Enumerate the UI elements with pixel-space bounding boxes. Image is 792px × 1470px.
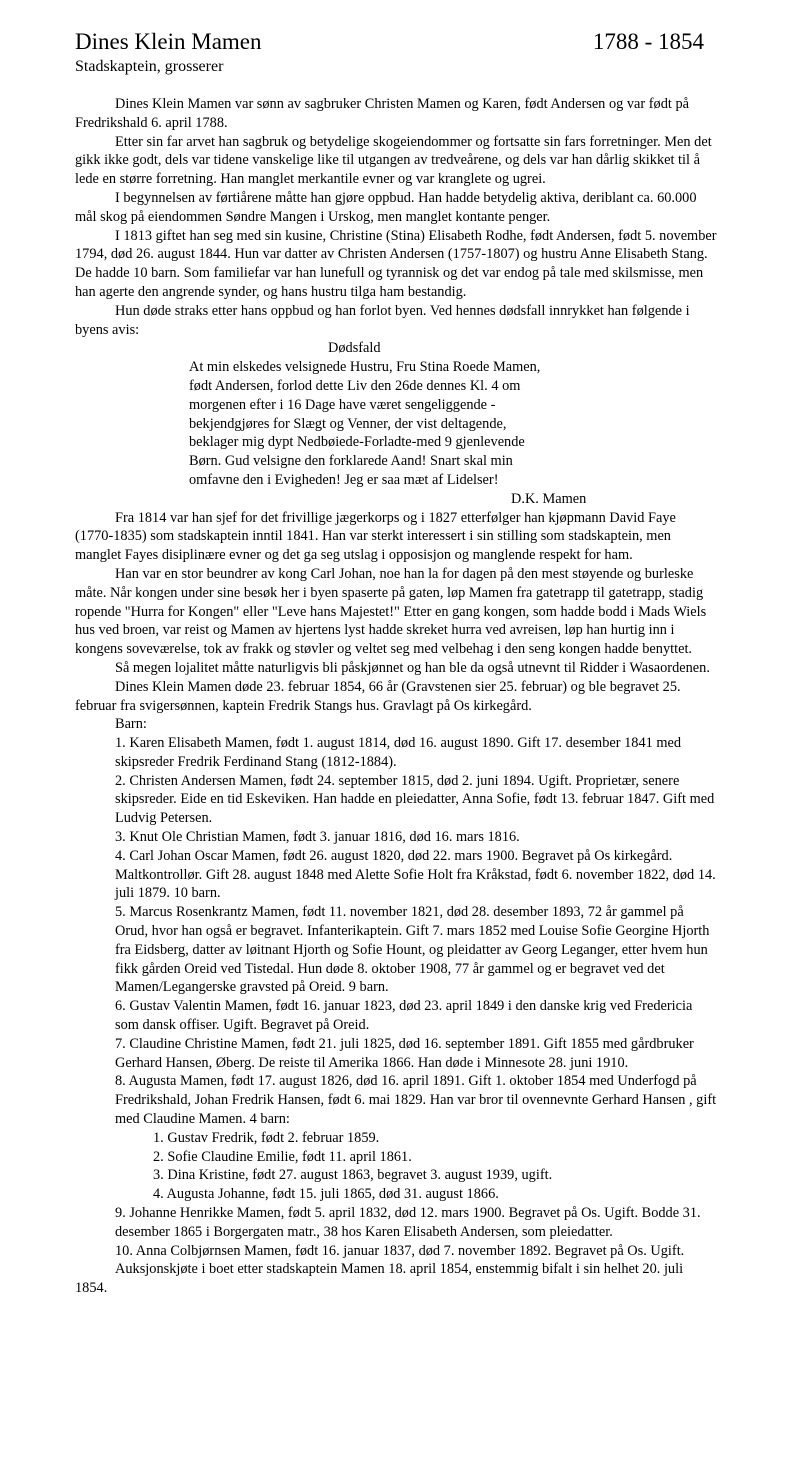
notice-line: At min elskedes velsignede Hustru, Fru Stina Roede Mamen, bbox=[189, 359, 541, 376]
paragraph: Etter sin far arvet han sagbruk og betydelige skogeiendommer og fortsatte sin fars forretninger. Men det gikk ikke godt, dels var tidene vanskelige like til utgangen av tredveårene, og dels var han dårlig skikket til å lede en større forretning. Han manglet merkantile evner og var kranglete og ugrei. bbox=[75, 133, 712, 188]
paragraph: Dines Klein Mamen var sønn av sagbruker Christen Mamen og Karen, født Andersen og var født på Fredrikshald 6. april 1788. bbox=[75, 96, 690, 131]
child-entry: 6. Gustav Valentin Mamen, født 16. januar 1823, død 23. april 1849 i den danske krig ved Fredericia som dansk offiser. Ugift. Begravet på Oreid. bbox=[115, 998, 693, 1034]
notice-line: beklager mig dypt Nedbøiede-Forladte-med 9 gjenlevende bbox=[189, 434, 525, 451]
paragraph: I 1813 giftet han seg med sin kusine, Christine (Stina) Elisabeth Rodhe, født Andersen, født 5. november 1794, død 26. august 1844. Hun var datter av Christen Andersen (1757-1807) og hustru Anne Elisabeth Stang. De hadde 10 barn. Som familiefar var han lunefull og tyrannisk og det var endog på tale med skilsmisse, men han agerte den angrende synder, og hans hustru tilga ham bestandig. bbox=[75, 227, 717, 300]
page-subtitle: Stadskaptein, grosserer bbox=[75, 58, 224, 75]
notice-line: Børn. Gud velsigne den forklarede Aand! Snart skal min bbox=[189, 453, 513, 470]
notice-line: morgenen efter i 16 Dage have været sengeliggende - bbox=[189, 396, 496, 413]
life-years: 1788 - 1854 bbox=[592, 29, 704, 54]
paragraph: Dines Klein Mamen døde 23. februar 1854, 66 år (Gravstenen sier 25. februar) og ble begravet 25. februar fra svigersønnen, kaptein Fredrik Stangs hus. Gravlagt på Os kirkegård. bbox=[75, 678, 681, 714]
child-entry: 8. Augusta Mamen, født 17. august 1826, død 16. april 1891. Gift 1. oktober 1854 med Underfogd på Fredrikshald, Johan Fredrik Hansen, født 6. mai 1829. Han var bror til ovennevnte Gerhard Hansen , gift med Claudine Mamen. 4 barn: bbox=[115, 1073, 717, 1128]
children-heading: Barn: bbox=[115, 716, 147, 733]
child-entry: 9. Johanne Henrikke Mamen, født 5. april 1832, død 12. mars 1900. Begravet på Os. Ugift. Bodde 31. desember 1865 i Borgergaten matr., 38 hos Karen Elisabeth Andersen, som pleiedatter. bbox=[115, 1205, 701, 1240]
child-entry: 7. Claudine Christine Mamen, født 21. juli 1825, død 16. september 1891. Gift 1855 med gårdbruker Gerhard Hansen, Øberg. De reiste til Amerika 1866. Han døde i Minnesote 28. juni 1910. bbox=[115, 1035, 694, 1071]
child-entry: 5. Marcus Rosenkrantz Mamen, født 11. november 1821, død 28. desember 1893, 72 år gammel på Orud, hvor han også er begravet. Infanterikaptein. Gift 7. mars 1852 med Louise Sofie Georgine Hjorth fra Eidsberg, datter av løitnant Hjorth og Sofie Hount, og pleidatter av Georg Leganger, etter hvem hun fikk gården Oreid ved Tistedal. Hun døde 8. oktober 1908, 77 år gammel og er begravet ved det Mamen/Legangerske gravsted på Oreid. 9 barn. bbox=[115, 904, 710, 996]
notice-line: omfavne den i Evigheden! Jeg er saa mæt af Lidelser! bbox=[189, 471, 499, 488]
closing-paragraph: Auksjonskjøte i boet etter stadskaptein Mamen 18. april 1854, enstemmig bifalt i sin helhet 20. juli 1854. bbox=[75, 1261, 684, 1297]
paragraph: Så megen lojalitet måtte naturligvis bli påskjønnet og han ble da også utnevnt til Ridder i Wasaordenen. bbox=[115, 659, 710, 676]
paragraph: Han var en stor beundrer av kong Carl Johan, noe han la for dagen på den mest støyende og burleske måte. Når kongen under sine besøk her i byen spaserte på gaten, løp Mamen fra gatetrapp til gatetrapp, stadig ropende "Hurra for Kongen" eller "Leve hans Majestet!" Etter en gang kongen, som hadde bodd i Mads Wiels hus ved broen, var reist og Mamen av hjertens lyst hadde skreket hurra ved avreisen, løp han hurtig inn i kongens soveværelse, tok av frakk og støvler og veltet seg med velbehag i den seng kongen hadde benyttet. bbox=[75, 565, 707, 658]
paragraph: Hun døde straks etter hans oppbud og han forlot byen. Ved hennes dødsfall innrykket han følgende i byens avis: bbox=[75, 302, 690, 338]
child-entry: 4. Carl Johan Oscar Mamen, født 26. august 1820, død 22. mars 1900. Begravet på Os kirkegård. Maltkontrollør. Gift 28. august 1848 med Alette Sofie Holt fra Kråkstad, født 6. november 1822, død 14. juli 1879. 10 barn. bbox=[115, 847, 716, 902]
paragraph: Fra 1814 var han sjef for det frivillige jægerkorps og i 1827 etterfølger han kjøpmann David Faye (1770-1835) som stadskaptein inntil 1841. Han var sterkt interessert i sin stilling som stadskaptein, men manglet Fayes disiplinære evner og det ga seg utslag i opposisjon og manglende respekt for ham. bbox=[75, 509, 676, 564]
notice-title: Dødsfald bbox=[328, 340, 381, 357]
grandchild-entry: 2. Sofie Claudine Emilie, født 11. april 1861. bbox=[153, 1148, 412, 1165]
notice-signature: D.K. Mamen bbox=[511, 490, 587, 507]
grandchild-entry: 3. Dina Kristine, født 27. august 1863, begravet 3. august 1939, ugift. bbox=[153, 1167, 553, 1184]
grandchild-entry: 4. Augusta Johanne, født 15. juli 1865, død 31. august 1866. bbox=[153, 1186, 499, 1203]
paragraph: I begynnelsen av førtiårene måtte han gjøre oppbud. Han hadde betydelig aktiva, deriblant ca. 60.000 mål skog på eiendommen Søndre Mangen i Urskog, men manglet kontante penger. bbox=[75, 189, 697, 225]
page-title: Dines Klein Mamen bbox=[75, 29, 262, 54]
child-entry: 1. Karen Elisabeth Mamen, født 1. august 1814, død 16. august 1890. Gift 17. desember 1841 med skipsreder Fredrik Ferdinand Stang (1812-1884). bbox=[115, 735, 682, 770]
grandchild-entry: 1. Gustav Fredrik, født 2. februar 1859. bbox=[153, 1129, 380, 1146]
child-entry: 3. Knut Ole Christian Mamen, født 3. januar 1816, død 16. mars 1816. bbox=[115, 829, 520, 846]
notice-line: født Andersen, forlod dette Liv den 26de dennes Kl. 4 om bbox=[189, 377, 521, 394]
child-entry: 2. Christen Andersen Mamen, født 24. september 1815, død 2. juni 1894. Ugift. Proprietær, senere skipsreder. Eide en tid Eskeviken. Han hadde en pleiedatter, Anna Sofie, født 13. februar 1847. Gift med Ludvig Petersen. bbox=[115, 772, 715, 827]
document-body bbox=[75, 95, 717, 1298]
child-entry: 10. Anna Colbjørnsen Mamen, født 16. januar 1837, død 7. november 1892. Begravet på Os. Ugift. bbox=[115, 1242, 685, 1259]
notice-line: bekjendgjøres for Slægt og Venner, der vist deltagende, bbox=[189, 415, 507, 432]
